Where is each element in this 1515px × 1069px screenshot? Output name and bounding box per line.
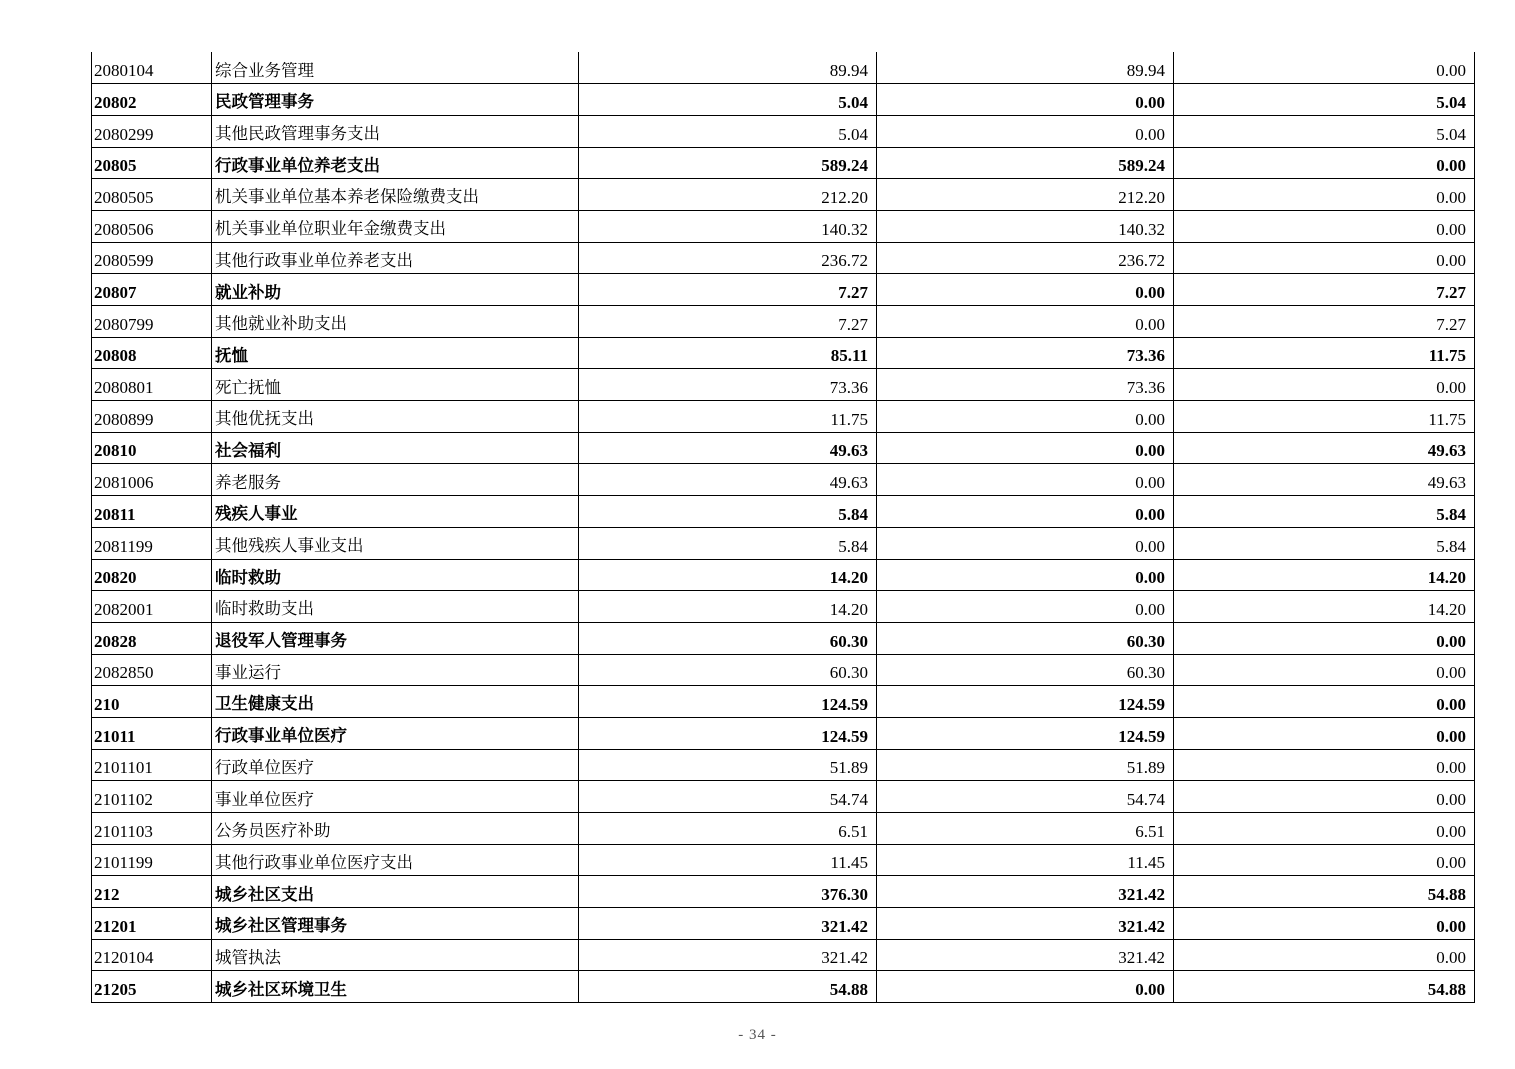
- cell-total: 212.20: [579, 179, 877, 211]
- cell-basic: 73.36: [877, 337, 1174, 369]
- table-row: [92, 686, 1475, 718]
- cell-basic: 0.00: [877, 559, 1174, 591]
- cell-name: 养老服务: [212, 464, 579, 496]
- cell-project: 0.00: [1174, 147, 1475, 179]
- cell-code: 2101102: [92, 781, 212, 813]
- cell-name: 行政事业单位养老支出: [212, 147, 579, 179]
- table-row: [92, 908, 1475, 940]
- cell-basic: 321.42: [877, 939, 1174, 971]
- table-row: [92, 527, 1475, 559]
- table-row: [92, 749, 1475, 781]
- cell-project: 49.63: [1174, 432, 1475, 464]
- cell-total: 51.89: [579, 749, 877, 781]
- cell-code: 2101199: [92, 844, 212, 876]
- table-row: [92, 401, 1475, 433]
- cell-project: 0.00: [1174, 908, 1475, 940]
- cell-code: 20820: [92, 559, 212, 591]
- cell-total: 5.84: [579, 496, 877, 528]
- cell-basic: 0.00: [877, 464, 1174, 496]
- cell-project: 0.00: [1174, 52, 1475, 84]
- table-row: [92, 591, 1475, 623]
- cell-code: 2101103: [92, 813, 212, 845]
- cell-code: 20802: [92, 84, 212, 116]
- cell-code: 20811: [92, 496, 212, 528]
- cell-basic: 73.36: [877, 369, 1174, 401]
- cell-name: 城管执法: [212, 939, 579, 971]
- cell-basic: 0.00: [877, 115, 1174, 147]
- cell-total: 6.51: [579, 813, 877, 845]
- cell-basic: 0.00: [877, 527, 1174, 559]
- cell-code: 2082850: [92, 654, 212, 686]
- cell-basic: 321.42: [877, 876, 1174, 908]
- cell-name: 行政事业单位医疗: [212, 717, 579, 749]
- cell-basic: 11.45: [877, 844, 1174, 876]
- cell-project: 0.00: [1174, 622, 1475, 654]
- cell-project: 0.00: [1174, 813, 1475, 845]
- cell-name: 综合业务管理: [212, 52, 579, 84]
- cell-code: 2101101: [92, 749, 212, 781]
- cell-project: 54.88: [1174, 876, 1475, 908]
- cell-name: 民政管理事务: [212, 84, 579, 116]
- cell-code: 20810: [92, 432, 212, 464]
- table-row: [92, 115, 1475, 147]
- cell-project: 0.00: [1174, 210, 1475, 242]
- cell-total: 60.30: [579, 622, 877, 654]
- cell-total: 89.94: [579, 52, 877, 84]
- cell-name: 城乡社区管理事务: [212, 908, 579, 940]
- cell-basic: 89.94: [877, 52, 1174, 84]
- cell-total: 7.27: [579, 306, 877, 338]
- cell-total: 5.84: [579, 527, 877, 559]
- cell-name: 行政单位医疗: [212, 749, 579, 781]
- cell-project: 7.27: [1174, 274, 1475, 306]
- cell-name: 其他残疾人事业支出: [212, 527, 579, 559]
- table-row: [92, 464, 1475, 496]
- table-row: [92, 559, 1475, 591]
- cell-total: 85.11: [579, 337, 877, 369]
- cell-total: 7.27: [579, 274, 877, 306]
- cell-name: 公务员医疗补助: [212, 813, 579, 845]
- cell-project: 0.00: [1174, 242, 1475, 274]
- cell-code: 2080299: [92, 115, 212, 147]
- cell-project: 11.75: [1174, 401, 1475, 433]
- cell-total: 321.42: [579, 908, 877, 940]
- cell-code: 2080899: [92, 401, 212, 433]
- cell-name: 事业单位医疗: [212, 781, 579, 813]
- cell-name: 卫生健康支出: [212, 686, 579, 718]
- cell-project: 0.00: [1174, 749, 1475, 781]
- cell-project: 0.00: [1174, 654, 1475, 686]
- cell-total: 54.74: [579, 781, 877, 813]
- cell-name: 其他民政管理事务支出: [212, 115, 579, 147]
- cell-code: 21201: [92, 908, 212, 940]
- cell-code: 20828: [92, 622, 212, 654]
- cell-basic: 6.51: [877, 813, 1174, 845]
- cell-total: 124.59: [579, 686, 877, 718]
- cell-project: 7.27: [1174, 306, 1475, 338]
- cell-project: 14.20: [1174, 591, 1475, 623]
- cell-name: 其他就业补助支出: [212, 306, 579, 338]
- cell-total: 11.45: [579, 844, 877, 876]
- cell-code: 21205: [92, 971, 212, 1003]
- cell-project: 11.75: [1174, 337, 1475, 369]
- cell-basic: 236.72: [877, 242, 1174, 274]
- cell-total: 5.04: [579, 84, 877, 116]
- table-row: [92, 971, 1475, 1003]
- cell-name: 其他行政事业单位养老支出: [212, 242, 579, 274]
- cell-basic: 0.00: [877, 401, 1174, 433]
- cell-code: 2080506: [92, 210, 212, 242]
- table-row: [92, 654, 1475, 686]
- cell-total: 236.72: [579, 242, 877, 274]
- cell-project: 54.88: [1174, 971, 1475, 1003]
- cell-project: 5.84: [1174, 527, 1475, 559]
- table-row: [92, 84, 1475, 116]
- table-row: [92, 337, 1475, 369]
- page-number: - 34 -: [738, 1027, 777, 1043]
- cell-basic: 0.00: [877, 971, 1174, 1003]
- table-row: [92, 274, 1475, 306]
- table-row: [92, 813, 1475, 845]
- cell-name: 临时救助支出: [212, 591, 579, 623]
- cell-basic: 0.00: [877, 591, 1174, 623]
- table-row: [92, 306, 1475, 338]
- table-row: [92, 432, 1475, 464]
- cell-basic: 321.42: [877, 908, 1174, 940]
- cell-name: 事业运行: [212, 654, 579, 686]
- table-row: [92, 622, 1475, 654]
- cell-project: 0.00: [1174, 844, 1475, 876]
- table-row: [92, 210, 1475, 242]
- cell-code: 2080505: [92, 179, 212, 211]
- cell-name: 抚恤: [212, 337, 579, 369]
- cell-project: 0.00: [1174, 717, 1475, 749]
- cell-code: 2080104: [92, 52, 212, 84]
- cell-basic: 212.20: [877, 179, 1174, 211]
- table-row: [92, 52, 1475, 84]
- cell-project: 5.04: [1174, 115, 1475, 147]
- cell-code: 2081199: [92, 527, 212, 559]
- table-row: [92, 781, 1475, 813]
- table-row: [92, 369, 1475, 401]
- cell-code: 2080599: [92, 242, 212, 274]
- cell-code: 2080801: [92, 369, 212, 401]
- cell-total: 49.63: [579, 432, 877, 464]
- cell-total: 14.20: [579, 559, 877, 591]
- cell-basic: 140.32: [877, 210, 1174, 242]
- cell-name: 就业补助: [212, 274, 579, 306]
- cell-total: 589.24: [579, 147, 877, 179]
- cell-project: 5.84: [1174, 496, 1475, 528]
- cell-code: 20807: [92, 274, 212, 306]
- cell-total: 73.36: [579, 369, 877, 401]
- cell-project: 0.00: [1174, 939, 1475, 971]
- table-row: [92, 844, 1475, 876]
- cell-project: 0.00: [1174, 369, 1475, 401]
- cell-name: 城乡社区环境卫生: [212, 971, 579, 1003]
- cell-name: 其他行政事业单位医疗支出: [212, 844, 579, 876]
- cell-name: 残疾人事业: [212, 496, 579, 528]
- cell-name: 社会福利: [212, 432, 579, 464]
- cell-code: 21011: [92, 717, 212, 749]
- cell-code: 2081006: [92, 464, 212, 496]
- cell-total: 124.59: [579, 717, 877, 749]
- cell-basic: 60.30: [877, 622, 1174, 654]
- cell-code: 20808: [92, 337, 212, 369]
- cell-project: 0.00: [1174, 179, 1475, 211]
- cell-basic: 589.24: [877, 147, 1174, 179]
- table-row: [92, 179, 1475, 211]
- cell-name: 退役军人管理事务: [212, 622, 579, 654]
- cell-basic: 0.00: [877, 84, 1174, 116]
- cell-total: 54.88: [579, 971, 877, 1003]
- cell-name: 机关事业单位职业年金缴费支出: [212, 210, 579, 242]
- cell-total: 60.30: [579, 654, 877, 686]
- cell-total: 11.75: [579, 401, 877, 433]
- cell-total: 140.32: [579, 210, 877, 242]
- cell-code: 212: [92, 876, 212, 908]
- cell-basic: 124.59: [877, 717, 1174, 749]
- cell-name: 死亡抚恤: [212, 369, 579, 401]
- cell-total: 14.20: [579, 591, 877, 623]
- budget-table: [91, 52, 1475, 1003]
- cell-name: 临时救助: [212, 559, 579, 591]
- table-row: [92, 147, 1475, 179]
- cell-total: 376.30: [579, 876, 877, 908]
- cell-code: 2120104: [92, 939, 212, 971]
- cell-code: 2080799: [92, 306, 212, 338]
- table-body: [92, 52, 1475, 1003]
- cell-basic: 0.00: [877, 496, 1174, 528]
- cell-basic: 0.00: [877, 274, 1174, 306]
- cell-project: 5.04: [1174, 84, 1475, 116]
- table-row: [92, 496, 1475, 528]
- cell-total: 49.63: [579, 464, 877, 496]
- cell-project: 14.20: [1174, 559, 1475, 591]
- table-row: [92, 876, 1475, 908]
- cell-code: 210: [92, 686, 212, 718]
- cell-name: 其他优抚支出: [212, 401, 579, 433]
- cell-total: 5.04: [579, 115, 877, 147]
- cell-code: 20805: [92, 147, 212, 179]
- table-row: [92, 939, 1475, 971]
- cell-name: 城乡社区支出: [212, 876, 579, 908]
- cell-project: 49.63: [1174, 464, 1475, 496]
- cell-basic: 0.00: [877, 306, 1174, 338]
- cell-total: 321.42: [579, 939, 877, 971]
- cell-basic: 54.74: [877, 781, 1174, 813]
- cell-name: 机关事业单位基本养老保险缴费支出: [212, 179, 579, 211]
- cell-basic: 0.00: [877, 432, 1174, 464]
- cell-basic: 60.30: [877, 654, 1174, 686]
- cell-code: 2082001: [92, 591, 212, 623]
- table-row: [92, 242, 1475, 274]
- table-row: [92, 717, 1475, 749]
- cell-project: 0.00: [1174, 781, 1475, 813]
- cell-basic: 51.89: [877, 749, 1174, 781]
- cell-project: 0.00: [1174, 686, 1475, 718]
- cell-basic: 124.59: [877, 686, 1174, 718]
